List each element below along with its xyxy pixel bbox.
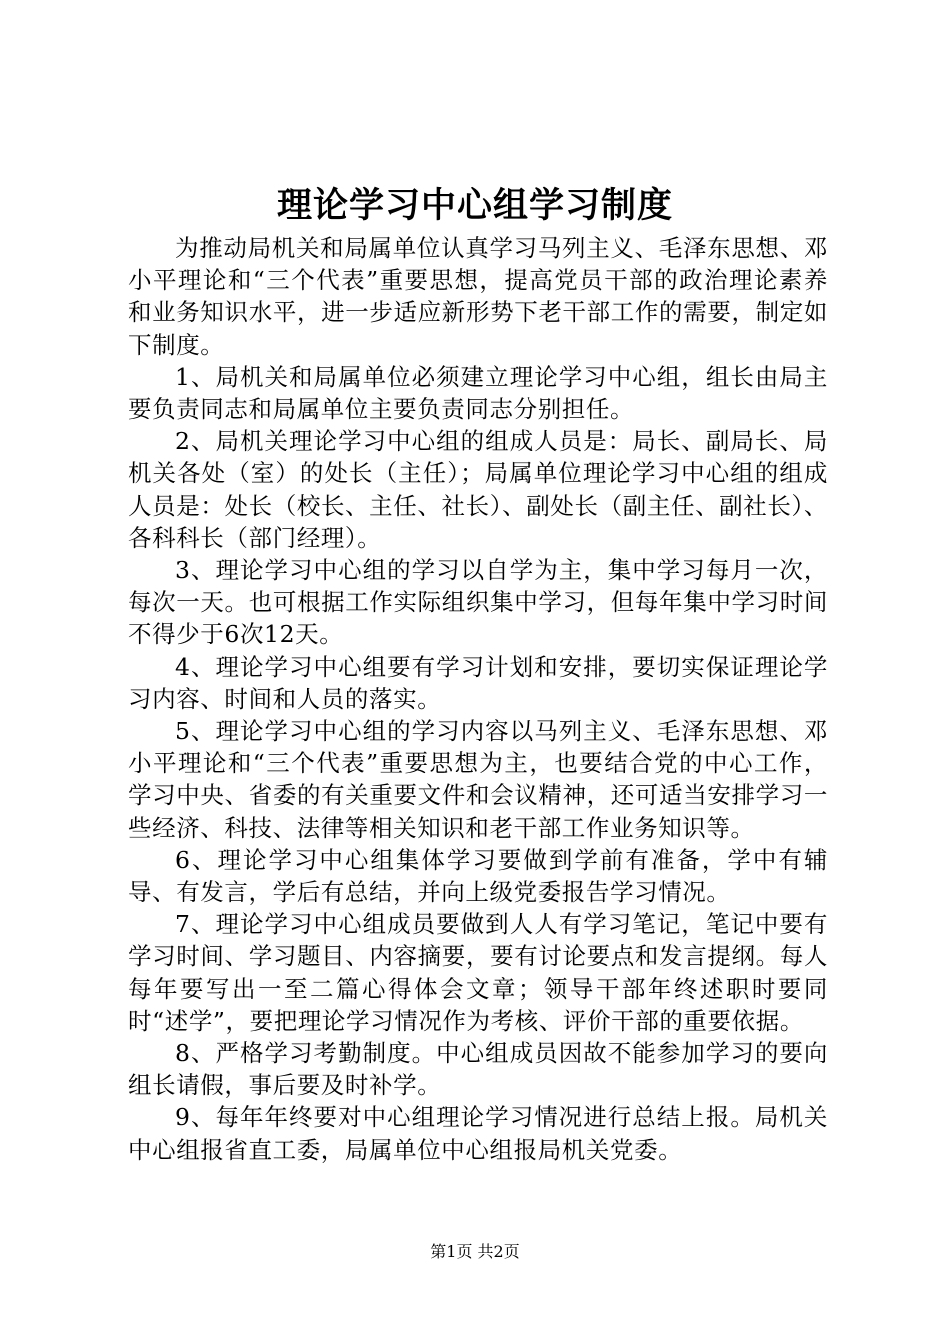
paragraph-item-8: 8、严格学习考勤制度。中心组成员因故不能参加学习的要向组长请假，事后要及时补学。 xyxy=(128,1039,828,1100)
paragraph-item-7: 7、理论学习中心组成员要做到人人有学习笔记，笔记中要有学习时间、学习题目、内容摘要，要有讨论要点和发言提纲。每人每年要写出一至二篇心得体会文章；领导干部年终述职时要同时“述学”，要把理论学习情况作为考核、评价干部的重要依据。 xyxy=(128,910,828,1035)
paragraph-item-6: 6、理论学习中心组集体学习要做到学前有准备，学中有辅导、有发言，学后有总结，并向上级党委报告学习情况。 xyxy=(128,845,828,907)
paragraph-item-9: 9、每年年终要对中心组理论学习情况进行总结上报。局机关中心组报省直工委，局属单位中心组报局机关党委。 xyxy=(128,1103,828,1164)
document-title: 理论学习中心组学习制度 xyxy=(276,185,673,226)
page-number-footer: 第1页 共2页 xyxy=(430,1242,520,1261)
document-body xyxy=(128,232,828,1166)
paragraph-item-4: 4、理论学习中心组要有学习计划和安排，要切实保证理论学习内容、时间和人员的落实。 xyxy=(128,652,828,713)
paragraph-item-5: 5、理论学习中心组的学习内容以马列主义、毛泽东思想、邓小平理论和“三个代表”重要思想为主，也要结合党的中心工作，学习中央、省委的有关重要文件和会议精神，还可适当安排学习一些经济、科技、法律等相关知识和老干部工作业务知识等。 xyxy=(128,717,828,842)
paragraph-item-1: 1、局机关和局属单位必须建立理论学习中心组，组长由局主要负责同志和局属单位主要负责同志分别担任。 xyxy=(128,362,828,424)
paragraph-item-3: 3、理论学习中心组的学习以自学为主，集中学习每月一次，每次一天。也可根据工作实际组织集中学习，但每年集中学习时间不得少于6次12天。 xyxy=(128,556,828,649)
paragraph-item-2: 2、局机关理论学习中心组的组成人员是：局长、副局长、局机关各处（室）的处长（主任）；局属单位理论学习中心组的组成人员是：处长（校长、主任、社长）、副处长（副主任、副社长）、各科科长（部门经理）。 xyxy=(128,427,828,552)
paragraph-intro: 为推动局机关和局属单位认真学习马列主义、毛泽东思想、邓小平理论和“三个代表”重要思想，提高党员干部的政治理论素养和业务知识水平，进一步适应新形势下老干部工作的需要，制定如下制度。 xyxy=(128,234,828,359)
